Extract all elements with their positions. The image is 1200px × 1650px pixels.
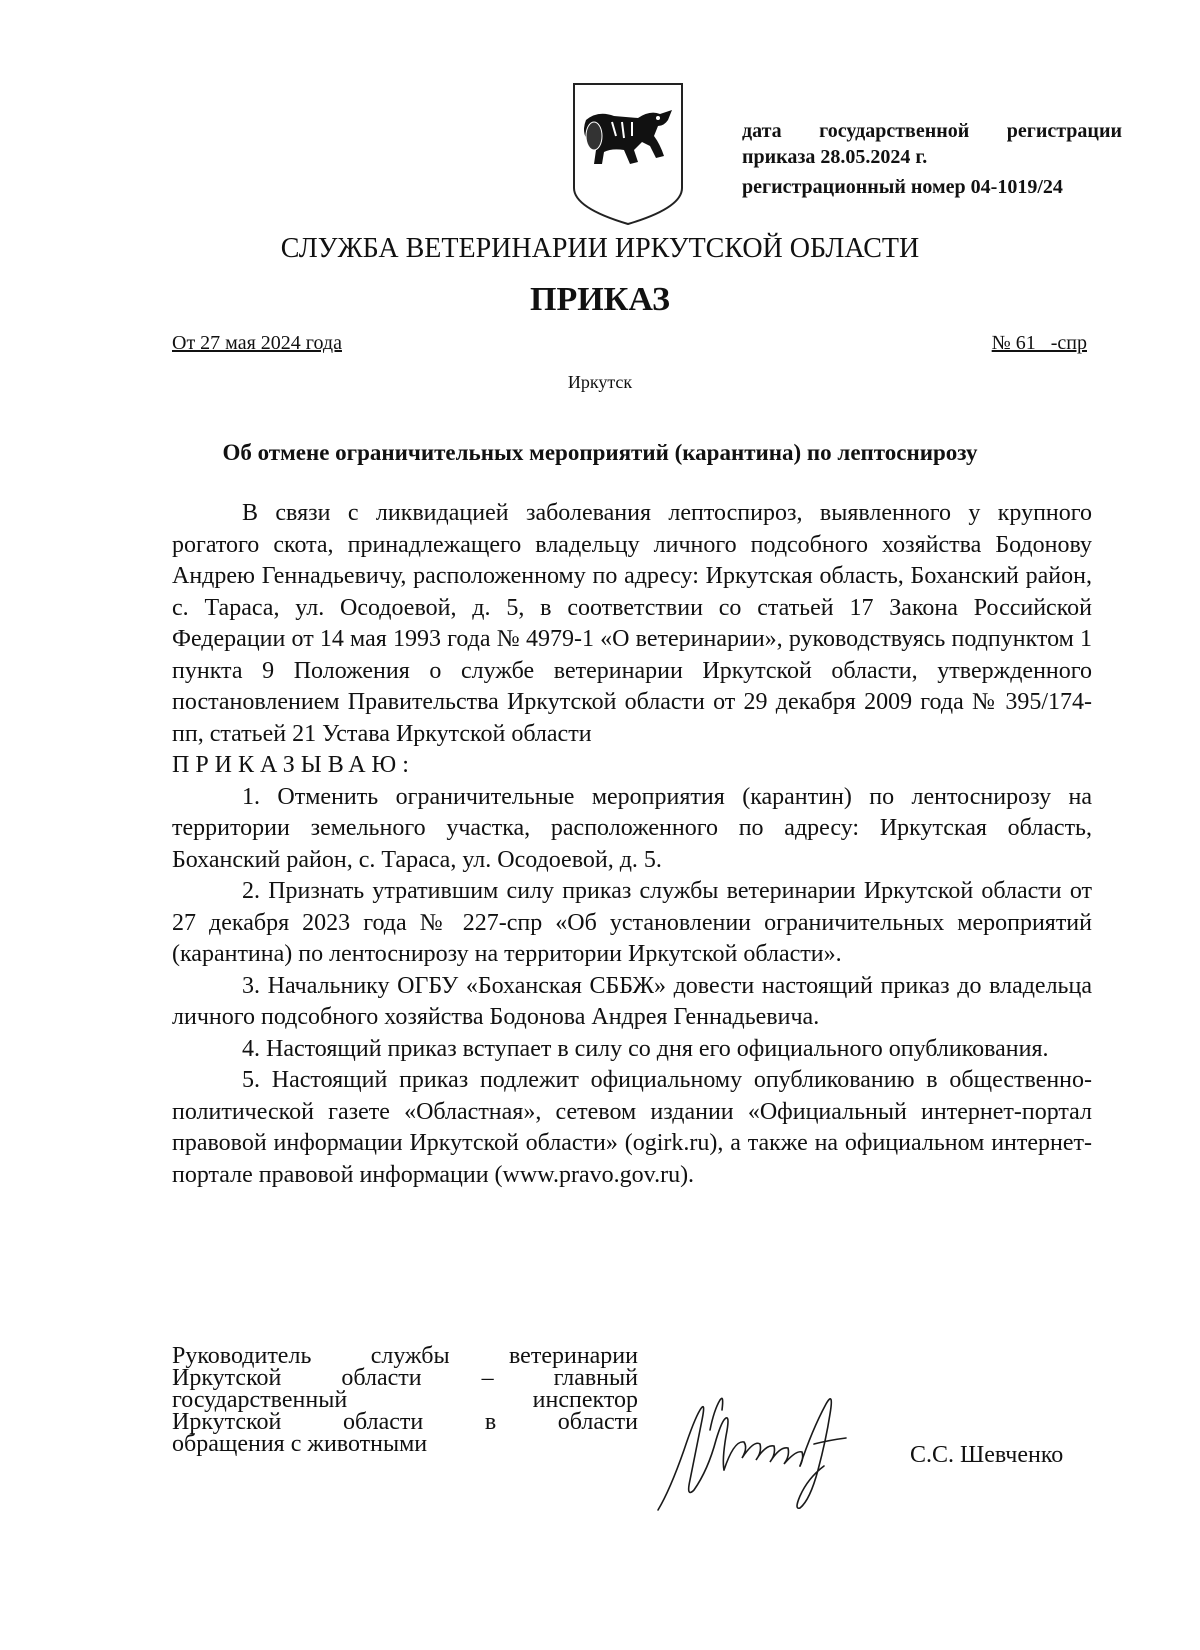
order-item-4: 4. Настоящий приказ вступает в силу со дня его официального опубликования. [242,1035,1049,1062]
signatory-name: С.С. Шевченко [910,1442,1064,1468]
document-type: ПРИКАЗ [530,281,670,318]
document-date: От 27 мая 2024 года [172,332,342,354]
coat-of-arms-icon [568,80,688,228]
order-word: ПРИКАЗЫВАЮ: [172,752,415,778]
signatory-position [172,1345,638,1455]
signatory-position-line: Руководитель службы ветеринарии [172,1343,638,1369]
order-item-1: 1. Отменить ограничительные мероприятия (карантин) по лентоснирозу на территории земельного участка, расположенного по адресу: Иркутская область, Боханский район, с. Тараса, ул. Осодоевой, д. 5. [172,783,1092,873]
signatory-position-line: обращения с животными [172,1431,428,1457]
signatory-position-line: Иркутской области – главный [172,1365,638,1391]
document-body [172,498,1092,1191]
order-item-2: 2. Признать утратившим силу приказ службы ветеринарии Иркутской области от 27 декабря 2023 года № 227-спр «Об установлении ограничительных мероприятий (карантина) по лентоснирозу на территории Иркутской области». [172,878,1092,967]
registration-date-label: дата государственной регистрации [742,120,1122,142]
document-title: Об отмене ограничительных мероприятий (карантина) по лептоснирозу [222,440,978,465]
document-number: № 61 -спр [991,332,1087,354]
agency-name: СЛУЖБА ВЕТЕРИНАРИИ ИРКУТСКОЙ ОБЛАСТИ [280,233,920,264]
handwritten-signature [650,1370,880,1520]
preamble-paragraph: В связи с ликвидацией заболевания лептоспироз, выявленного у крупного рогатого скота, принадлежащего владельцу личного подсобного хозяйства Бодонову Андрею Геннадьевичу, расположенному по адресу: Иркутская область, Боханский район, с. Тараса, ул. Осодоевой, д. 5, в соответствии со статьей 17 Закона Российской Федерации от 14 мая 1993 года № 4979-1 «О ветеринарии», руководствуясь подпунктом 1 пункта 9 Положения о службе ветеринарии Иркутской области, утвержденного постановлением Правительства Иркутской области от 29 декабря 2009 года № 395/174-пп, статьей 21 Устава Иркутской области [172,500,1092,747]
document-city: Иркутск [567,372,633,392]
order-item-5: 5. Настоящий приказ подлежит официальному опубликованию в общественно-политической газете «Областная», сетевом издании «Официальный интернет-портал правовой информации Иркутской области» (ogirk.ru), а также на официальном интернет-портале правовой информации (www.pravo.gov.ru). [172,1067,1092,1188]
order-item-3: 3. Начальнику ОГБУ «Боханская СББЖ» довести настоящий приказ до владельца личного подсобного хозяйства Бодонова Андрея Геннадьевича. [172,972,1092,1030]
signatory-position-line: Иркутской области в области [172,1409,638,1435]
registration-number: регистрационный номер 04-1019/24 [742,176,1063,198]
registration-date [742,118,1122,170]
registration-date-value: приказа 28.05.2024 г. [742,146,928,168]
signatory-position-line: государственный инспектор [172,1387,638,1413]
